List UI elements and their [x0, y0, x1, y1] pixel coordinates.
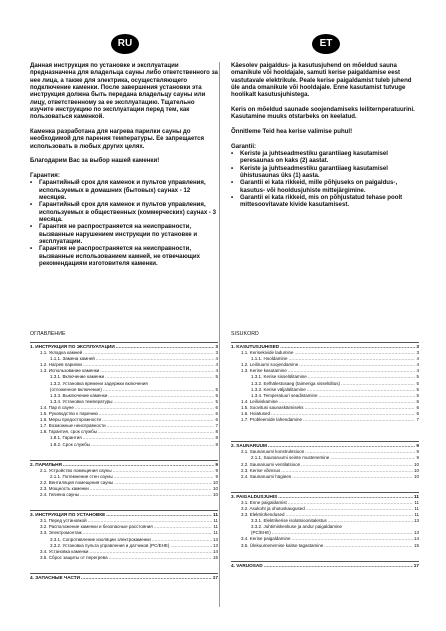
- toc-page-number: 10: [212, 485, 218, 491]
- toc-entry-title: 1.3.2. Установка времени задержки включения: [50, 380, 148, 386]
- toc-page-number: 4: [215, 356, 218, 362]
- column-divider: [219, 62, 220, 607]
- toc-entry-title: 1.2. Leiliruumi soojendamine: [241, 362, 299, 368]
- toc-page-number: 15: [212, 554, 218, 560]
- toc-page-number: 6: [215, 417, 218, 423]
- ru-guarantee-item: • Гарантия не распространяется на неисправности, вызванные использованием камней, не отвечающих рекомендациям изготовителя каменки.: [30, 245, 218, 267]
- toc-page-number: 11: [213, 512, 218, 518]
- toc-entry-title: 1.3.4. Temperatuuri seadistamine: [251, 392, 318, 398]
- toc-entry[interactable]: [30, 555, 218, 561]
- toc-entry-title: 1.3.4. Установка температуры: [50, 398, 113, 404]
- toc-entry-title: 2.3. Kerise võimsus: [241, 467, 281, 473]
- toc-entry[interactable]: [231, 417, 419, 423]
- toc-page-number: 10: [413, 467, 419, 473]
- toc-entry-title: 1.3. Использование каменки: [40, 368, 100, 374]
- et-table-of-contents: [231, 331, 419, 569]
- toc-page-number: 5: [416, 386, 419, 392]
- toc-page-number: 5: [416, 392, 419, 398]
- toc-page-number: 5: [215, 398, 218, 404]
- toc-page-number: 3: [416, 344, 419, 349]
- et-guarantee-heading: Garantii:: [231, 142, 257, 150]
- toc-entry-title: 1.1. Kerisekivide ladumine: [241, 350, 294, 356]
- et-guarantee-item: • Keriste ja juhtseadmestiku garantiiaeg kasutamisel peresaunas on kaks (2) aastat.: [231, 150, 419, 165]
- toc-page-number: 14: [413, 536, 419, 542]
- toc-page-number: 15: [413, 542, 419, 548]
- toc-page-number: 11: [414, 499, 419, 505]
- toc-page-number: 11: [213, 518, 218, 524]
- toc-dot-leader: [264, 563, 413, 569]
- toc-entry-title: 1. ИНСТРУКЦИЯ ПО ЭКСПЛУАТАЦИИ: [30, 344, 115, 349]
- toc-entry-title: 3.2. Asukoht ja ohutuskaugused: [241, 505, 305, 511]
- toc-dot-leader: [109, 555, 212, 561]
- toc-entry-title: 1.5. Руководство к парению: [40, 411, 98, 417]
- ru-intro-paragraph: Данная инструкция по установке и эксплуатации предназначена для владельца сауны либо ответственного за нее лица, а также для электрика, осуществляющего подключение каменки. После завершения установки эта инструкция должна быть передана владельцу сауны или лицу, ответственному за ее эксплуатацию. Тщательно изучите инструкцию по эксплуатации перед тем, как пользоваться каменкой.: [30, 62, 218, 121]
- toc-page-number: 3: [416, 350, 419, 356]
- toc-entry-title: 2.4. Saunaruumi hügieen: [241, 473, 292, 479]
- toc-chapter-entry[interactable]: [30, 575, 218, 581]
- toc-chapter-block: [231, 561, 419, 569]
- toc-entry-title: 1.7. Probleemide lahendamine: [241, 417, 303, 423]
- toc-entry-title: 1.3. Kerise kasutamine: [241, 368, 287, 374]
- toc-entry-title: 3.5. Сброс защиты от перегрева: [40, 554, 108, 560]
- toc-entry-title: 3.3.2. Juhtimiskeskuse ja andur paigaldamine: [251, 524, 343, 530]
- toc-page-number: 3: [215, 344, 218, 349]
- toc-page-number: 6: [215, 411, 218, 417]
- toc-dot-leader: [292, 474, 413, 480]
- toc-page-number: 5: [215, 374, 218, 380]
- toc-page-number: 4: [215, 368, 218, 374]
- toc-chapter-block: [30, 573, 218, 581]
- toc-entry-title: 1.8.2. Срок службы: [50, 441, 91, 447]
- toc-entry-title: 2.1.1. Потемнение стен сауны: [50, 473, 113, 479]
- toc-entry-title: 1.3.3. Kerise väljalülitamine: [251, 386, 306, 392]
- et-intro-column: [231, 62, 419, 209]
- et-guarantee-item: • Garantii ei kata rikkeid, mis on põhjustatud tehase poolt mittesoovitavate kivide kasutamisest.: [231, 194, 419, 209]
- toc-page-number: 9: [416, 443, 419, 449]
- toc-page-number: 8: [215, 435, 218, 441]
- toc-page-number: 9: [215, 461, 218, 467]
- toc-page-number: 4: [215, 362, 218, 368]
- toc-entry-title: 2.1.1. Saunaruumi seinte mustenemine: [251, 455, 330, 461]
- ru-thanks-paragraph: Благодарим Вас за выбор нашей каменки!: [30, 157, 160, 165]
- toc-page-number: 14: [212, 548, 218, 554]
- toc-page-number: 4: [416, 362, 419, 368]
- toc-entry-title: 3.5. Ülekuumenemise kaitse tagastamine: [241, 542, 324, 548]
- toc-page-number: 13: [413, 518, 419, 524]
- toc-page-number: 13: [212, 542, 218, 548]
- toc-page-number: 8: [215, 429, 218, 435]
- toc-page-number: 10: [413, 473, 419, 479]
- toc-entry-title: 2.1. Saunaruumi konstruktsioon: [241, 449, 305, 455]
- toc-page-number: 10: [212, 479, 218, 485]
- toc-page-number: 4: [416, 368, 419, 374]
- toc-entry-title: 1. KASUTUSJUHISED: [231, 344, 280, 349]
- toc-page-number: 4: [416, 356, 419, 362]
- toc-entry-title: 2. SAUNARUUM: [231, 443, 267, 449]
- toc-page-number: 7: [215, 423, 218, 429]
- toc-page-number: 6: [416, 398, 419, 404]
- toc-entry-title: 3.3.2. Установка пульта управления и датчиков (PC/EHE): [50, 542, 170, 548]
- toc-entry-title: 1.3.2. Eelhälestusaeg (taimeriga sisselülitus): [251, 380, 341, 386]
- toc-page-number: 11: [213, 524, 218, 530]
- toc-entry-title: 1.1. Укладка камней: [40, 350, 83, 356]
- toc-page-number: 17: [413, 562, 419, 568]
- toc-page-number: 6: [416, 404, 419, 410]
- language-badge-et: ET: [312, 34, 340, 54]
- toc-entry-title: 4. VARUOSAD: [231, 562, 263, 568]
- ru-toc-title: ОГЛАВЛЕНИЕ: [30, 331, 66, 337]
- toc-entry-title: 1.4. Leiliviskamine: [241, 398, 278, 404]
- toc-page-number: 6: [416, 411, 419, 417]
- toc-entry-title: 1.6. Меры предосторожности: [40, 417, 102, 423]
- toc-entry-title: 1.3.3. Выключение каменки: [50, 392, 108, 398]
- ru-guarantee-item: • Гарантийный срок для каменок и пультов управления, используемых в домашних (бытовых) саунах - 12 месяцев.: [30, 179, 218, 201]
- toc-chapter-block: [30, 460, 218, 499]
- toc-page-number: 11: [414, 505, 419, 511]
- toc-dot-leader: [303, 417, 415, 423]
- toc-entry-title: 3.4. Kerise paigaldamine: [241, 536, 291, 542]
- toc-chapter-block: [30, 510, 218, 561]
- toc-chapter-block: [231, 441, 419, 480]
- et-guarantee-item: • Garantii ei kata rikkeid, mille põhjuseks on paigaldus-, kasutus- või hooldusjuhiste mittejärgimine.: [231, 179, 419, 194]
- toc-entry-title: 3. ИНСТРУКЦИЯ ПО УСТАНОВКЕ: [30, 512, 106, 518]
- toc-page-number: 5: [215, 386, 218, 392]
- toc-page-number: 11: [414, 512, 419, 518]
- toc-entry-title: 2.2. Вентиляция помещения сауны: [40, 479, 114, 485]
- toc-entry-title: 2.1. Устройство помещения сауны: [40, 467, 112, 473]
- toc-dot-leader: [91, 442, 214, 448]
- toc-page-number: 3: [215, 350, 218, 356]
- toc-page-number: 7: [416, 417, 419, 423]
- toc-entry-title: 1.8.1. Гарантия: [50, 435, 82, 441]
- toc-entry-title: (отложенное включение): [50, 386, 102, 392]
- toc-entry[interactable]: [30, 442, 218, 448]
- toc-entry-title: 3.2. Расположение каменки и безопасные расстояния: [40, 524, 153, 530]
- toc-page-number: 5: [416, 380, 419, 386]
- toc-entry-title: 1.1.1. Замена камней: [50, 356, 95, 362]
- ru-guarantee-heading: Гарантия:: [30, 172, 60, 180]
- toc-chapter-entry[interactable]: [231, 563, 419, 569]
- toc-entry-title: 1.8. Гарантия, срок службы: [40, 429, 97, 435]
- toc-page-number: 5: [215, 392, 218, 398]
- toc-page-number: 9: [416, 455, 419, 461]
- toc-entry-title: 1.4. Пар в сауне: [40, 404, 74, 410]
- toc-entry-title: 3.3. Электромонтаж: [40, 530, 82, 536]
- toc-entry-title: 1.3.1. Включение каменки: [50, 374, 105, 380]
- toc-entry-title: 3.1. Перед установкой: [40, 518, 87, 524]
- toc-entry-title: 3.4. Установка каменки: [40, 548, 89, 554]
- toc-entry-title: 3.1. Enne paigaldamist: [241, 499, 287, 505]
- language-badge-ru: RU: [111, 34, 139, 54]
- toc-entry-title: (PC/EHE): [251, 530, 271, 536]
- toc-entry[interactable]: [30, 492, 218, 498]
- toc-page-number: 10: [413, 461, 419, 467]
- ru-intro-column: [30, 62, 218, 267]
- toc-page-number: 11: [213, 530, 218, 536]
- toc-entry-title: 1.2. Нагрев парилки: [40, 362, 82, 368]
- et-toc-title: SISUKORD: [231, 331, 259, 337]
- toc-dot-leader: [81, 575, 212, 581]
- toc-entry-title: 2.2. Saunaruumi ventilatsioon: [241, 461, 301, 467]
- ru-table-of-contents: [30, 331, 218, 581]
- et-guarantee-item: • Keriste ja juhtseadmestiku garantiiaeg kasutamisel ühistusaunas üks (1) aasta.: [231, 165, 419, 180]
- et-guarantee-list: [231, 150, 419, 209]
- toc-entry-title: 3.3.1. Сопротивление изоляции электрокаменки: [50, 536, 151, 542]
- toc-entry-title: 1.5. Soovitusi saunaskäimiseks: [241, 404, 304, 410]
- toc-page-number: 17: [212, 574, 218, 580]
- toc-page-number: 10: [212, 492, 218, 498]
- toc-chapter-block: [231, 342, 419, 423]
- toc-entry[interactable]: [231, 543, 419, 549]
- ru-guarantee-item: • Гарантийный срок для каменок и пультов управления, используемых в общественных (коммерческих) саунах - 3 месяца.: [30, 201, 218, 223]
- toc-entry-title: 3.3.1. Elektrikerise isolatsioonitakistus: [251, 518, 327, 524]
- toc-chapter-block: [231, 492, 419, 549]
- toc-entry-title: 1.1.1. Hooldamine: [251, 356, 288, 362]
- toc-page-number: 5: [416, 374, 419, 380]
- toc-page-number: 6: [215, 404, 218, 410]
- toc-page-number: 13: [413, 530, 419, 536]
- ru-purpose-paragraph: Каменка разработана для нагрева парилки сауны до необходимой для парения температуры. Ее запрещается использовать в любых других целях.: [30, 128, 205, 150]
- toc-entry-title: 1.7. Возможные неисправности: [40, 423, 106, 429]
- toc-entry-title: 2.4. Гигиена сауны: [40, 492, 80, 498]
- toc-entry-title: 3. PAIGALDUSJUHIS: [231, 493, 278, 499]
- toc-entry-title: 1.6. Hoiatused: [241, 411, 271, 417]
- toc-dot-leader: [324, 543, 413, 549]
- ru-guarantee-list: [30, 179, 218, 267]
- toc-entry-title: 2. ПАРИЛЬНЯ: [30, 461, 62, 467]
- ru-guarantee-item: • Гарантия не распространяется на неисправности, вызванные нарушением инструкции по установке и эксплуатации.: [30, 223, 218, 245]
- toc-entry-title: 2.3. Мощность каменки: [40, 485, 89, 491]
- toc-entry-title: 3.3. Elektriühendused: [241, 512, 285, 518]
- toc-page-number: 13: [212, 536, 218, 542]
- toc-entry-title: 1.3.1. Kerise sisselülitamine: [251, 374, 307, 380]
- toc-entry[interactable]: [231, 474, 419, 480]
- et-intro-paragraph: Käesolev paigaldus- ja kasutusjuhend on mõeldud sauna omanikule või hooldajale, samuti kerise paigaldamise eest vastutavale elektrikule. Peale kerise paigaldamist tuleb juhend üle anda omanikule või hooldajale. Enne kasutamist tutvuge hoolikalt kasutusjuhistega.: [231, 62, 412, 99]
- toc-entry-title: 4. ЗАПАСНЫЕ ЧАСТИ: [30, 574, 80, 580]
- et-thanks-paragraph: Õnnitleme Teid hea kerise valimise puhul!: [231, 128, 353, 135]
- toc-page-number: 8: [215, 441, 218, 447]
- toc-page-number: 9: [416, 449, 419, 455]
- toc-page-number: 9: [215, 473, 218, 479]
- toc-page-number: 11: [414, 493, 419, 499]
- toc-dot-leader: [80, 492, 212, 498]
- et-purpose-paragraph: Keris on mõeldud saunade soojendamiseks leiliternperatuurini. Kasutamine muuks otstarbeks on keelatud.: [231, 106, 415, 121]
- toc-page-number: 9: [215, 467, 218, 473]
- toc-chapter-block: [30, 342, 218, 448]
